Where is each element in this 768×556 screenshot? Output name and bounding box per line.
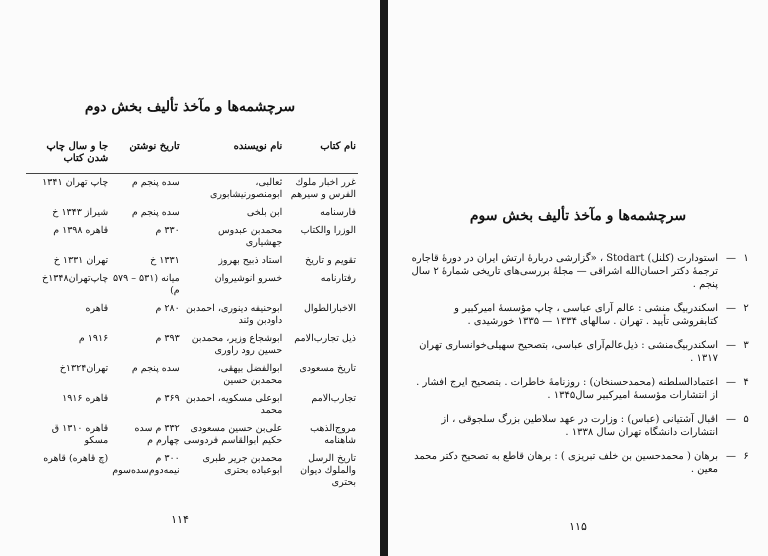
- reference-number: ۲: [743, 303, 749, 314]
- cell-date: ۳۳۰ م: [155, 225, 180, 236]
- right-page-title: سرچشمه‌ها و مآخذ تألیف بخش سوم: [469, 208, 687, 224]
- reference-item: [406, 450, 752, 476]
- cell-book: تقویم و تاریخ: [305, 255, 356, 266]
- cell-place: قاهره ۱۹۱۶: [62, 393, 109, 404]
- cell-author: محمدبن جریر طبری ابوعباده بحتری: [202, 453, 283, 476]
- cell-author: ابوحنیفه دینوری، احمدبن داودبن وئند: [185, 303, 283, 326]
- table-row: [26, 450, 358, 492]
- reference-number: ۳: [743, 340, 749, 351]
- cell-place: ۱۹۱۶ م: [78, 333, 109, 344]
- cell-book: تاریخ مسعودی: [299, 363, 356, 374]
- cell-date: سده پنجم م: [131, 207, 180, 218]
- sources-table-body: [26, 174, 358, 493]
- cell-date: ۱۳۳۱ خ: [150, 255, 180, 266]
- cell-author: ابوشجاع وزیر، محمدبن حسین رود راوری: [191, 333, 283, 356]
- right-page: [388, 0, 768, 556]
- cell-date: ۳۰۰ م نیمه‌دوم‌سده‌سوم: [112, 453, 180, 476]
- reference-dash: —: [726, 303, 736, 314]
- cell-place: تهران ۱۳۳۱ خ: [53, 255, 109, 266]
- cell-author: علی‌بن حسین مسعودی حکیم ابوالقاسم فردوسی: [183, 423, 283, 446]
- table-header-row: [26, 141, 358, 174]
- reference-item: [406, 252, 752, 291]
- reference-text: استودارت (کلنل) Stodart ، «گزارشی دربارهٔ ارتش ایران در دورهٔ قاجاره ترجمهٔ دکتر احسان‌الله اشراقی — مجلهٔ بررسی‌های تاریخی شمارهٔ ۲ سال پنجم .: [411, 253, 718, 290]
- sources-table: [26, 141, 358, 492]
- table-row: [26, 390, 358, 420]
- header-author: نام نویسنده: [182, 141, 285, 174]
- table-row: [26, 420, 358, 450]
- cell-author: ابن بلخی: [246, 207, 283, 218]
- cell-author: خسرو انوشیروان: [214, 273, 283, 284]
- reference-text: اعتمادالسلطنه (محمدحسنخان) : روزنامهٔ خاطرات . بتصحیح ایرج افشار . از انتشارات مؤسسهٔ امیرکبیر سال۱۳۴۵ .: [416, 377, 718, 401]
- cell-book: تاریخ الرسل والملوك دیوان بحتری: [300, 453, 356, 488]
- cell-date: سده پنجم م: [131, 363, 180, 374]
- cell-book: الاخبارالطوال: [303, 303, 356, 314]
- cell-author: استاد ذبیح بهروز: [218, 255, 283, 266]
- table-row: [26, 300, 358, 330]
- cell-date: ۳۳۲ م سده چهارم م: [134, 423, 180, 446]
- book-gutter: [380, 0, 388, 556]
- cell-author: ابوعلی مسکویه، احمدبن محمد: [185, 393, 283, 416]
- cell-book: ذیل تجارب‌الامم: [294, 333, 356, 344]
- cell-place: قاهره ۱۳۱۰ ق مسکو: [51, 423, 109, 446]
- cell-place: شیراز ۱۳۴۳ خ: [52, 207, 109, 218]
- header-book: نام کتاب: [284, 141, 358, 174]
- cell-book: فارسنامه: [320, 207, 356, 218]
- reference-text: اسکندربیگ منشی : عالم آرای عباسی ، چاپ مؤسسهٔ امیرکبیر و کتابفروشی تأیید . تهران . سالهای ۱۳۳۴ — ۱۳۳۵ خورشیدی .: [454, 303, 718, 327]
- reference-dash: —: [726, 377, 736, 388]
- reference-dash: —: [726, 451, 736, 462]
- cell-date: میانه (۵۳۱ – ۵۷۹ م): [112, 273, 180, 296]
- left-page-title: سرچشمه‌ها و مآخذ تألیف بخش دوم: [84, 99, 296, 115]
- reference-dash: —: [726, 340, 736, 351]
- cell-book: الوزرا والکتاب: [300, 225, 356, 236]
- reference-item: [406, 413, 752, 439]
- header-place: جا و سال چاپ شدن کتاب: [26, 141, 110, 174]
- reference-item: [406, 376, 752, 402]
- table-row: [26, 360, 358, 390]
- cell-date: سده پنجم م: [131, 177, 180, 188]
- reference-number: ۴: [743, 377, 749, 388]
- cell-place: (چ قاهره) قاهره: [43, 453, 109, 464]
- table-row: [26, 222, 358, 252]
- reference-text: اقبال آشتیانی (عباس) : وزارت در عهد سلاطین بزرگ سلجوقی ، از انتشارات دانشگاه تهران سال ۱۳۳۸ .: [441, 414, 718, 438]
- reference-dash: —: [726, 414, 736, 425]
- left-page-number: ۱۱۴: [171, 513, 189, 526]
- table-row: [26, 174, 358, 205]
- table-row: [26, 270, 358, 300]
- cell-author: ابوالفضل بیهقی، محمدبن حسین: [217, 363, 283, 386]
- cell-author: محمدبن عبدوس جهشیاری: [217, 225, 283, 248]
- cell-place: چاپ‌تهران۱۳۴۸خ: [42, 273, 109, 284]
- cell-date: ۳۹۳ م: [155, 333, 180, 344]
- cell-place: قاهره ۱۳۹۸ م: [53, 225, 109, 236]
- reference-text: اسکندربیگ‌منشی : ذیل‌عالم‌آرای عباسی، بتصحیح سهیلی‌خوانساری تهران ۱۳۱۷ .: [419, 340, 718, 364]
- left-page: [0, 0, 380, 556]
- cell-place: تهران۱۳۲۴خ: [59, 363, 109, 374]
- references-list: [406, 252, 752, 487]
- reference-number: ۶: [743, 451, 749, 462]
- reference-number: ۱: [743, 253, 749, 264]
- cell-book: مروج‌الذهب شاهنامه: [310, 423, 356, 446]
- header-date: تاریخ نوشتن: [110, 141, 181, 174]
- right-page-number: ۱۱۵: [569, 520, 587, 533]
- cell-book: تجارب‌الامم: [311, 393, 356, 404]
- cell-place: قاهره: [85, 303, 109, 314]
- table-row: [26, 204, 358, 222]
- cell-book: غرر اخبار ملوك الفرس و سیرهم: [290, 177, 356, 200]
- reference-item: [406, 339, 752, 365]
- reference-item: [406, 302, 752, 328]
- cell-book: رفتارنامه: [320, 273, 356, 284]
- cell-place: چاپ تهران ۱۳۴۱: [42, 177, 109, 188]
- table-row: [26, 330, 358, 360]
- cell-date: ۳۶۹ م: [155, 393, 180, 404]
- reference-text: برهان ( محمدحسین بن خلف تبریزی ) : برهان قاطع به تصحیح دکتر محمد معین .: [414, 451, 718, 475]
- cell-date: ۲۸۰ م: [155, 303, 180, 314]
- table-row: [26, 252, 358, 270]
- reference-dash: —: [726, 253, 736, 264]
- reference-number: ۵: [743, 414, 749, 425]
- cell-author: ثعالبی، ابومنصورنیشابوری: [209, 177, 283, 200]
